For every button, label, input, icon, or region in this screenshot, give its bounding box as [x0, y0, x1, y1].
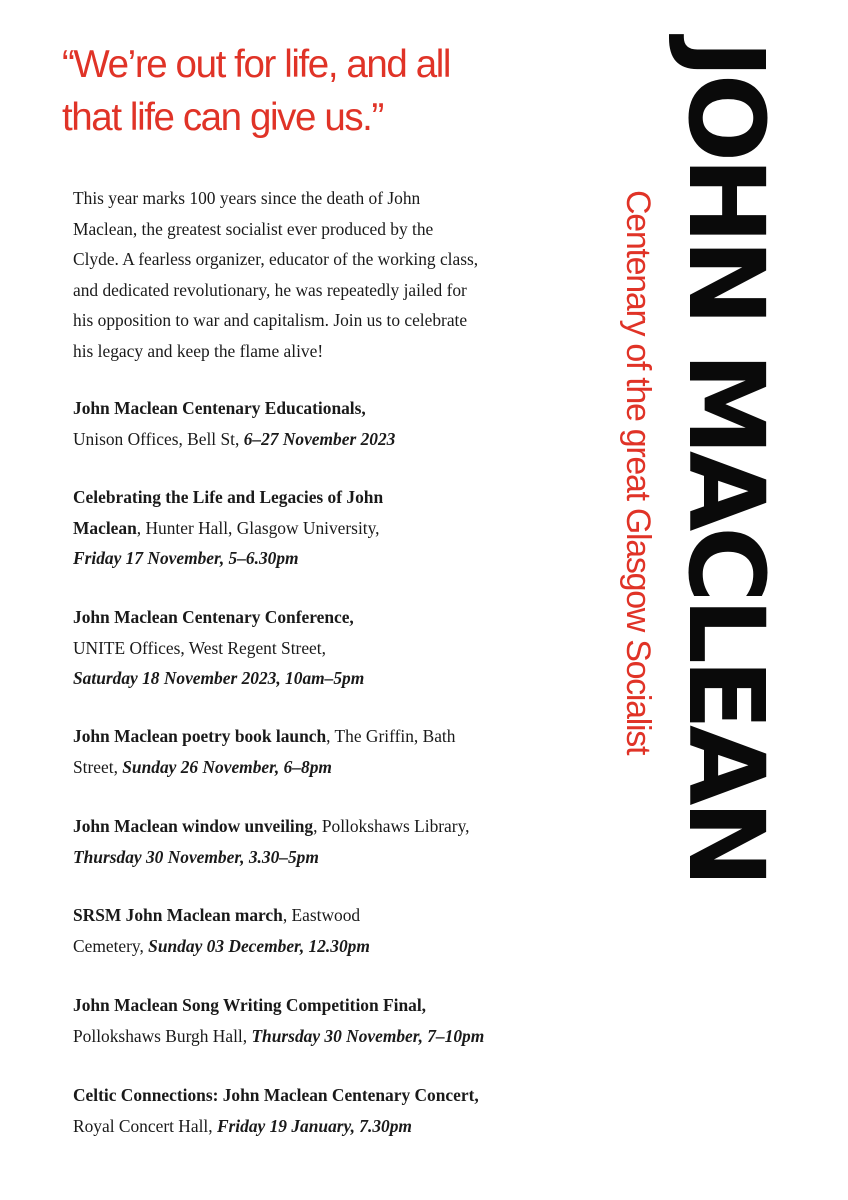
quote-line-2: that life can give us.”: [62, 96, 383, 139]
intro-line: his legacy and keep the flame alive!: [73, 340, 324, 361]
intro-paragraph: [73, 183, 593, 366]
event-date: Thursday 30 November, 3.30–5pm: [73, 846, 319, 867]
event-name: John Maclean Song Writing Competition Final,: [73, 995, 427, 1015]
headline-quote: [62, 38, 582, 144]
event-item: [73, 1080, 593, 1141]
event-name: Celtic Connections: John Maclean Centenary Concert,: [73, 1085, 479, 1105]
event-item: [73, 811, 593, 872]
intro-line: and dedicated revolutionary, he was repeatedly jailed for: [73, 279, 467, 300]
event-date: Sunday 26 November, 6–8pm: [122, 756, 332, 777]
event-item: [73, 990, 593, 1051]
event-venue-continued: Cemetery,: [73, 935, 149, 956]
event-date: Thursday 30 November, 7–10pm: [251, 1025, 485, 1046]
event-venue: , The Griffin, Bath: [326, 726, 456, 746]
event-name: John Maclean poetry book launch: [73, 726, 327, 746]
event-item: [73, 482, 593, 574]
event-name-continued: Maclean: [73, 517, 137, 538]
event-date: 6–27 November 2023: [243, 428, 396, 449]
event-date: Friday 19 January, 7.30pm: [216, 1115, 412, 1136]
event-venue-continued: Street,: [73, 756, 123, 777]
event-date: Friday 17 November, 5–6.30pm: [73, 548, 299, 568]
event-name: John Maclean Centenary Educationals,: [73, 398, 366, 418]
intro-line: This year marks 100 years since the death of John: [73, 188, 421, 208]
event-item: [73, 900, 593, 961]
intro-line: Clyde. A fearless organizer, educator of the working class,: [73, 249, 479, 269]
quote-line-1: “We’re out for life, and all: [62, 43, 451, 86]
event-item: [73, 721, 593, 782]
event-item: [73, 393, 593, 454]
event-name: SRSM John Maclean march: [73, 905, 283, 925]
intro-line: Maclean, the greatest socialist ever produced by the: [73, 218, 434, 239]
event-name: John Maclean Centenary Conference,: [73, 607, 354, 627]
vertical-subtitle: Centenary of the great Glasgow Socialist: [619, 190, 657, 755]
event-date: Sunday 03 December, 12.30pm: [148, 935, 370, 956]
event-date: Saturday 18 November 2023, 10am–5pm: [73, 668, 365, 688]
vertical-title: JOHN MACLEAN: [665, 40, 787, 883]
intro-line: his opposition to war and capitalism. Join us to celebrate: [73, 310, 468, 330]
event-venue: , Eastwood: [282, 905, 361, 925]
event-venue: UNITE Offices, West Regent Street,: [73, 637, 326, 658]
event-item: [73, 602, 593, 694]
event-venue: Royal Concert Hall,: [73, 1115, 217, 1136]
event-venue: Unison Offices, Bell St,: [73, 428, 244, 449]
event-name: John Maclean window unveiling: [73, 816, 314, 836]
event-venue: Pollokshaws Burgh Hall,: [73, 1025, 252, 1046]
event-venue: , Pollokshaws Library,: [313, 816, 470, 836]
event-venue: , Hunter Hall, Glasgow University,: [136, 517, 380, 538]
event-name: Celebrating the Life and Legacies of John: [73, 487, 384, 507]
